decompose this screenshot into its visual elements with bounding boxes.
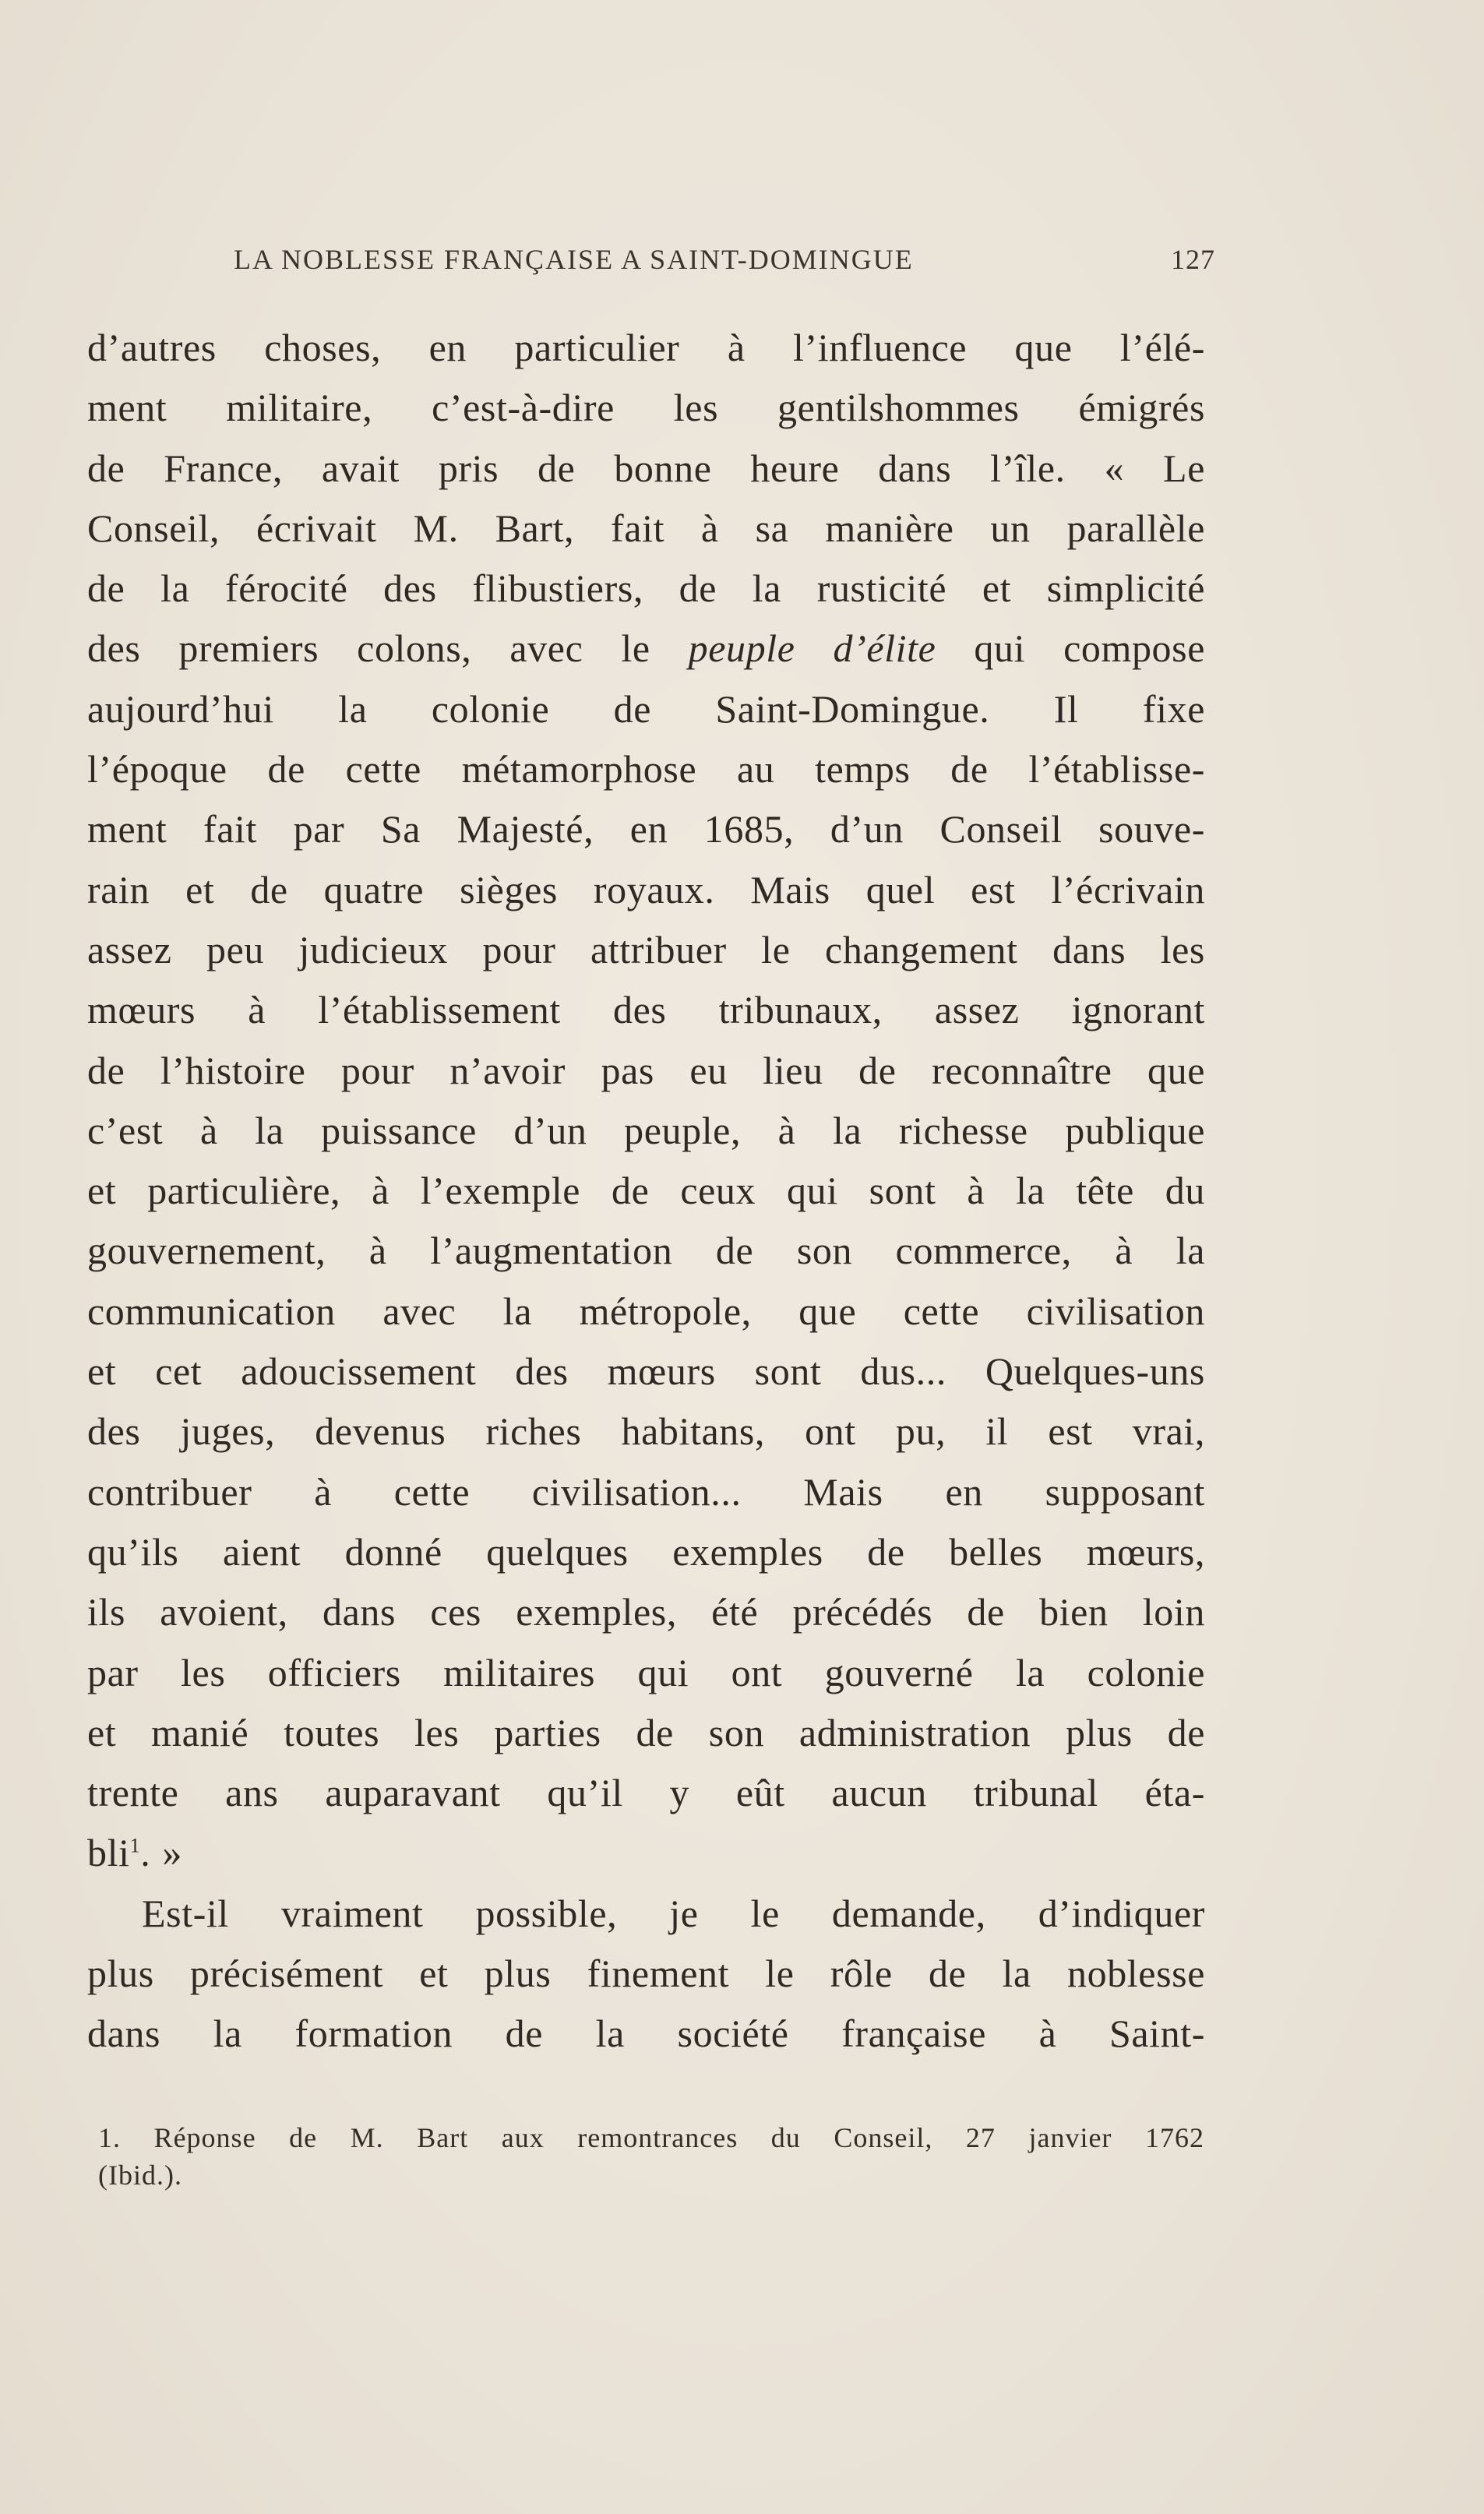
text-line: contribuer à cette civilisation... Mais en supposant — [87, 1469, 1205, 1514]
text-line: de France, avait pris de bonne heure dans l’île. « Le — [87, 446, 1205, 490]
text-run: bli — [87, 1831, 130, 1875]
text-line: assez peu judicieux pour attribuer le changement dans les — [87, 927, 1205, 971]
text-line: communication avec la métropole, que cette civilisation — [87, 1289, 1205, 1333]
page-number: 127 — [1171, 244, 1215, 275]
text-line: aujourd’hui la colonie de Saint-Domingue. Il fixe — [87, 686, 1205, 731]
text-line: mœurs à l’établissement des tribunaux, assez ignorant — [87, 988, 1205, 1032]
footnote — [98, 2119, 1204, 2194]
text-line: de l’histoire pour n’avoir pas eu lieu de reconnaître que — [87, 1048, 1205, 1092]
text-line: ment fait par Sa Majesté, en 1685, d’un Conseil souve- — [87, 807, 1205, 852]
body-text — [87, 318, 1205, 2064]
footnote-line: (Ibid.). — [98, 2160, 182, 2191]
text-line: trente ans auparavant qu’il y eût aucun tribunal éta- — [87, 1771, 1205, 1815]
text-line: gouvernement, à l’augmentation de son commerce, à la — [87, 1229, 1205, 1273]
text-line: l’époque de cette métamorphose au temps de l’établisse- — [87, 747, 1205, 792]
running-head — [234, 243, 1215, 282]
text-line: Conseil, écrivait M. Bart, fait à sa manière un parallèle — [87, 506, 1205, 550]
footnote-marker: 1 — [129, 1834, 141, 1857]
text-line — [87, 619, 1205, 679]
text-line: d’autres choses, en particulier à l’influence que l’élé- — [87, 326, 1205, 369]
text-line: ils avoient, dans ces exemples, été précédés de bien loin — [87, 1590, 1205, 1634]
text-line: de la férocité des flibustiers, de la rusticité et simplicité — [87, 566, 1205, 611]
text-line: Est-il vraiment possible, je le demande, d’indiquer — [142, 1891, 1205, 1935]
text-line: et manié toutes les parties de son administration plus de — [87, 1710, 1205, 1754]
text-line: ment militaire, c’est-à-dire les gentilshommes émigrés — [87, 386, 1205, 430]
text-line: c’est à la puissance d’un peuple, à la richesse publique — [87, 1108, 1205, 1152]
text-line: et cet adoucissement des mœurs sont dus... Quelques-uns — [87, 1349, 1205, 1394]
text-run: qui compose — [936, 626, 1206, 671]
text-line: par les officiers militaires qui ont gouverné la colonie — [87, 1650, 1205, 1694]
text-line: qu’ils aient donné quelques exemples de belles mœurs, — [87, 1529, 1205, 1574]
text-line — [87, 1823, 1205, 1883]
text-line: plus précisément et plus finement le rôle de la noblesse — [87, 1952, 1205, 1996]
text-line: et particulière, à l’exemple de ceux qui sont à la tête du — [87, 1169, 1205, 1213]
italic-phrase: peuple d’élite — [688, 626, 936, 671]
text-line: des juges, devenus riches habitans, ont pu, il est vrai, — [87, 1409, 1205, 1454]
footnote-line: 1. Réponse de M. Bart aux remontrances du Conseil, 27 janvier 1762 — [98, 2122, 1204, 2153]
text-run: . » — [140, 1831, 183, 1875]
running-head-title: LA NOBLESSE FRANÇAISE A SAINT-DOMINGUE — [234, 244, 914, 275]
text-run: des premiers colons, avec le — [87, 626, 689, 671]
text-line: rain et de quatre sièges royaux. Mais quel est l’écrivain — [87, 867, 1205, 911]
text-line: dans la formation de la société française à Saint- — [87, 2012, 1205, 2056]
